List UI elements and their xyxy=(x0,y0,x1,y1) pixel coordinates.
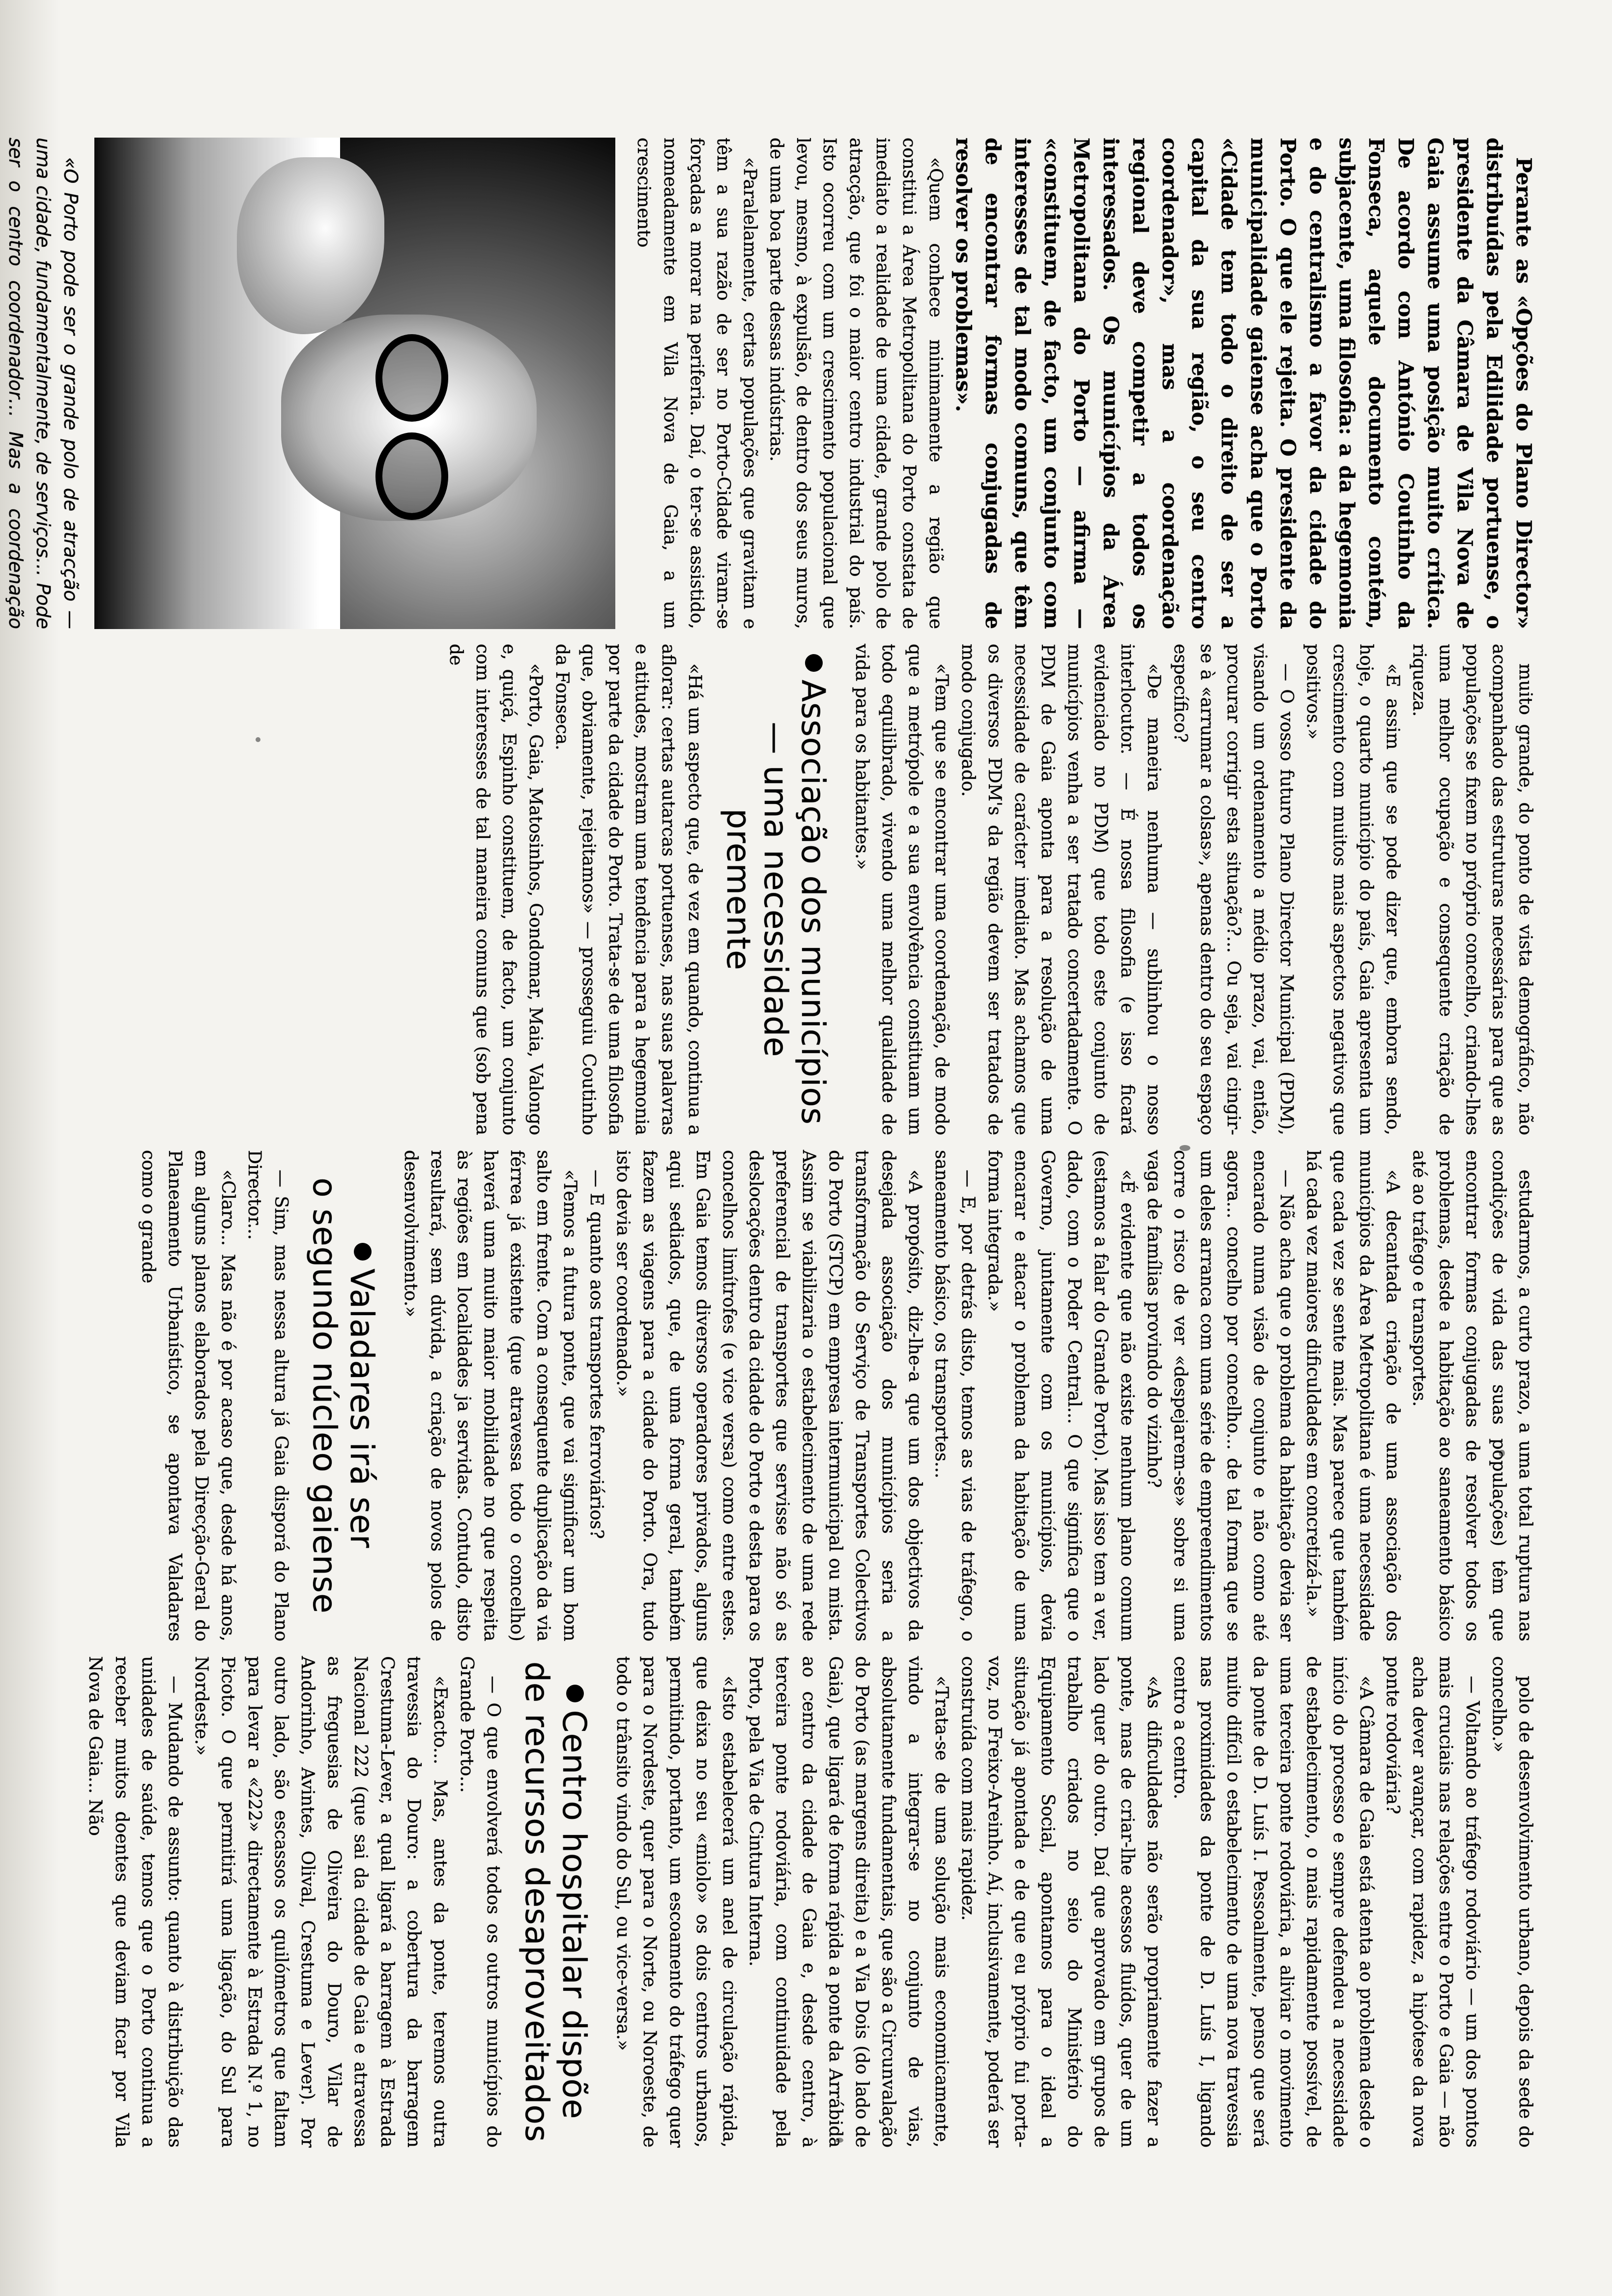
body-paragraph: — Voltando ao tráfego rodoviário — um dos pontos mais cruciais nas relações entre o Porto e Gaia — não acha dever avançar, com rapidez, a hipótese da nova ponte rodoviária? xyxy=(1382,1656,1482,2148)
body-paragraph: «Porto, Gaia, Matosinhos, Gondomar, Maia, Valongo e, quiçá, Espinho constituem, de facto, um conjunto com interesses de tal maneira comuns que (sob pena de xyxy=(446,644,546,1135)
body-paragraph: «A propósito, diz-lhe-a que um dos objectivos da desejada associação dos municípios seria a transformação do Serviço de Transportes Colectivos do Porto (STCP) em empresa intermunicipal ou mista. Assim se viabilizaria o estabelecimento de uma rede preferencial de transportes que servisse não só as deslocações dentro da cidade do Porto e desta para os concelhos limítrofes (e vice versa) como entre estes. Em Gaia temos diversos operadores privados, alguns aqui sediados, que, de uma forma geral, também fazem as viagens para a cidade do Porto. Ora, tudo isto devia ser coordenado.» xyxy=(613,1150,925,1641)
photo-glasses xyxy=(375,334,448,422)
bullet-icon xyxy=(354,1243,372,1261)
body-paragraph: muito grande, do ponto de vista demográfico, não acompanhado das estruturas necessárias para que as populações se fixem no próprio concelho, criando-lhes uma melhor ocupação e consequente criação de riqueza. xyxy=(1409,644,1535,1135)
body-paragraph: «Paralelamente, certas populações que gravitam e têm a sua razão de ser no Porto-Cidade viram-se forçadas a morar na periferia. Daí, o ter-se assistido, nomeadamente em Vila Nova de Gaia, a um crescimento xyxy=(633,138,760,629)
section-heading xyxy=(720,644,832,1135)
body-paragraph: «Exacto... Mas, antes da ponte, teremos outra travessia do Douro: a cobertura da barragem Crestuma-Lever, a qual ligará a barragem à Estrada Nacional 222 (que sai da cidade de Gaia e atravessa as freguesias de Oliveira do Douro, Vilar de Andorinho, Avintes, Olival, Crestuma e Lever). Por outro lado, são escassos os quilómetros que faltam para levar a «222» directamente à Estrada N.º 1, no Picoto. O que permitirá uma ligação, do Sul para Nordeste.» xyxy=(191,1656,450,2148)
column-1 xyxy=(0,138,1538,629)
body-paragraph: «Trata-se de uma solução mais economicamente, vindo a integrar-se no conjunto de vias, absolutamente fundamentais, que são a Circunvalação do Porto (as margens direita) e a Via Dois (do lado de Gaia), que ligará de forma rápida a ponte da Arrábida ao centro da cidade de Gaia e, desde centro, à terceira ponte rodoviária, com continuidade pela Porto, pela Via de Cintura Interna. xyxy=(746,1656,951,2148)
body-paragraph: — Sim, mas nessa altura já Gaia disporá do Plano Director... xyxy=(244,1150,291,1641)
photo-hand xyxy=(237,157,384,334)
body-paragraph: «A Câmara de Gaia está atenta ao problema desde o início do processo e sempre defendeu a necessidade de estabelecimento, o mais rapidamente possível, de uma terceira ponte rodoviária, a aliviar o movimento da ponte de D. Luís I. Pessoalmente, penso que será muito difícil o estabelecimento de uma nova travessia nas proximidades da ponte de D. Luís I, ligando centro a centro. xyxy=(1170,1656,1376,2148)
body-paragraph: «Isto estabelecerá um anel de circulação rápida, que deixa no seu «miolo» os dois centros urbanos, permitindo, portanto, um escoamento do tráfego quer para o Nordeste, quer para o Norte, ou Noroeste, de todo o trânsito vindo do Sul, ou vice-versa.» xyxy=(613,1656,739,2148)
photo-caption: «O Porto pode ser o grande polo de atracção — uma cidade, fundamentalmente, de serviços… Pode ser o centro coordenador… Mas a coordenação xyxy=(5,138,82,629)
body-paragraph: — O que envolverá todos os outros municípios do Grande Porto... xyxy=(457,1656,503,2148)
body-paragraph: «Claro... Mas não é por acaso que, desde há anos, em alguns planos elaborados pela Direcção-Geral do Planeamento Urbanístico, se apontava Valadares como o grande xyxy=(138,1150,238,1641)
body-paragraph: «A decantada criação de uma associação dos municípios da Área Metropolitana é uma necessidade que cada vez se sente mais. Mas parece que também há cada vez maiores dificuldades em concretizá-la.» xyxy=(1303,1150,1403,1641)
section-subheading: — uma necessidade premente xyxy=(720,721,795,1058)
body-paragraph: — E, por detrás disto, temos as vias de tráfego, o saneamento básico, os transportes... xyxy=(931,1150,978,1641)
photo-glasses xyxy=(375,432,448,520)
bullet-icon xyxy=(566,1685,584,1702)
bullet-icon xyxy=(805,654,823,672)
portrait-photo xyxy=(94,138,615,629)
section-heading xyxy=(518,1656,593,2148)
intro-paragraph: Perante as «Opções do Plano Director» distribuídas pela Edilidade portuense, o presidente da Câmara de Vila Nova de Gaia assume uma posição muito crítica. De acordo com António Coutinho da Fonseca, aquele documento contém, subjacente, uma filosofia: a da hegemonia e do centralismo a favor da cidade do Porto. O que ele rejeita. O presidente da municipalidade gaiense acha que o Porto «Cidade tem todo o direito de ser a capital da sua região, o seu centro coordenador», mas a coordenação regional deve competir a todos os interessados. Os municípios da Área Metropolitana do Porto — afirma — «constituem, de facto, um conjunto com interesses de tal modo comuns, que têm de encontrar formas conjugadas de resolver os problemas». xyxy=(951,138,1536,629)
section-heading-text: Centro hospitalar dispõe xyxy=(555,1710,593,2120)
body-paragraph: «Há um aspecto que, de vez em quando, continua a aflorar: certas autarcas portuenses, nas suas palavras e atitudes, mostram uma tendência para a hegemonia por parte da cidade do Porto. Trata-se de uma filosofia que, obviamente, rejeitamos» — prosseguiu Coutinho da Fonseca. xyxy=(552,644,705,1135)
body-paragraph: — Mudando de assunto: quanto à distribuição das unidades de saúde, temos que o Porto continua a receber muitos doentes que deviam ficar por Vila Nova de Gaia... Não xyxy=(85,1656,185,2148)
rotated-article xyxy=(5,138,1538,2152)
body-paragraph: — Não acha que o problema da habitação devia ser encarado numa visão de conjunto e não como até agora... concelho por concelho... de tal forma que se um deles arranca com uma série de empreendimentos corre o risco de ver «despejarem-se» sobre si uma vaga de famílias provindo do vizinho? xyxy=(1144,1150,1296,1641)
section-heading-text: Valadares irá ser xyxy=(343,1268,381,1549)
body-paragraph: «Tem que se encontrar uma coordenação, de modo que a metrópole e a sua envolvência constituam um todo equilibrado, vivendo uma melhor qualidade de vida para os habitantes.» xyxy=(852,644,951,1135)
column-3 xyxy=(135,1150,1538,1641)
body-paragraph: «De maneira nenhuma — sublinhou o nosso interlocutor. — É nossa filosofia (e isso ficará evidenciado no PDM) que todo este conjunto de municípios venha a ser tratado concertadamente. O PDM de Gaia aponta para a resolução de uma necessidade de carácter imediato. Mas achamos que os diversos PDM's da região devem ser tratados de modo conjugado. xyxy=(958,644,1164,1135)
body-paragraph: polo de desenvolvimento urbano, depois da sede do concelho.» xyxy=(1489,1656,1535,2148)
body-paragraph: — E quanto aos transportes ferroviários? xyxy=(586,1170,606,1539)
column-4 xyxy=(82,1656,1538,2148)
body-paragraph: «Temos a futura ponte, que vai significar um bom salto em frente. Com a consequente duplicação da via férrea já existente (que atravessa todo o concelho) haverá uma muito maior mobilidade no que respeita às regiões em localidades ja servidas. Contudo, disto resultará, sem dúvida, a criação de novos polos de desenvolvimento.» xyxy=(401,1150,580,1641)
section-subheading: o segundo núcleo gaiense xyxy=(306,1177,344,1614)
column-2 xyxy=(442,644,1538,1135)
section-subheading: de recursos desaproveitados xyxy=(518,1661,556,2143)
body-paragraph: «É evidente que não existe nenhum plano comum (estamos a falar do Grande Porto). Mas isso tem a ver, dado, com o Poder Central... O que significa que o Governo, juntamente com os municípios, devia encarar e atacar o problema da habitação de uma forma integrada.» xyxy=(984,1150,1137,1641)
body-paragraph: «E assim que se pode dizer que, embora sendo, hoje, o quarto município do país, Gaia apresenta um crescimento com muitos mais aspectos negativos que positivos.» xyxy=(1303,644,1403,1135)
body-paragraph: estudarmos, a curto prazo, a uma total ruptura nas condições de vida das suas populações) têm que encontrar formas conjugadas de resolver todos os problemas, desde a habitação ao saneamento básico até ao tráfego e transportes. xyxy=(1409,1150,1535,1641)
section-heading xyxy=(306,1150,380,1641)
body-paragraph: — O vosso futuro Plano Director Municipal (PDM), visando um ordenamento a médio prazo, vai, então, procurar corrigir esta situação?... Ou seja, vai cingir-se à «arrumar a colsas», apenas dentro do seu espaço específico? xyxy=(1170,644,1296,1135)
body-paragraph: «As dificuldades não serão propriamente fazer a ponte, mas de criar-lhe acessos fluídos, quer de um lado quer do outro. Daí que aprovado em grupos de trabalho criados no seio do Ministério do Equipamento Social, apontamos para o ideal a situação já apontada e de que eu próprio fui porta-voz, no Freixo-Areinho. Aí, inclusivamente, poderá ser construída com mais rapidez. xyxy=(958,1656,1164,2148)
body-paragraph: «Quem conhece minimamente a região que constitui a Área Metropolitana do Porto constata de imediato a realidade de uma cidade, grande polo de atracção, que foi o maior centro industrial do país. Isto ocorreu com um crescimento populacional que levou, mesmo, à expulsão, de dentro dos seus muros, de uma boa parte dessas indústrias. xyxy=(766,138,946,629)
section-heading-text: Associação dos municípios xyxy=(794,679,832,1125)
